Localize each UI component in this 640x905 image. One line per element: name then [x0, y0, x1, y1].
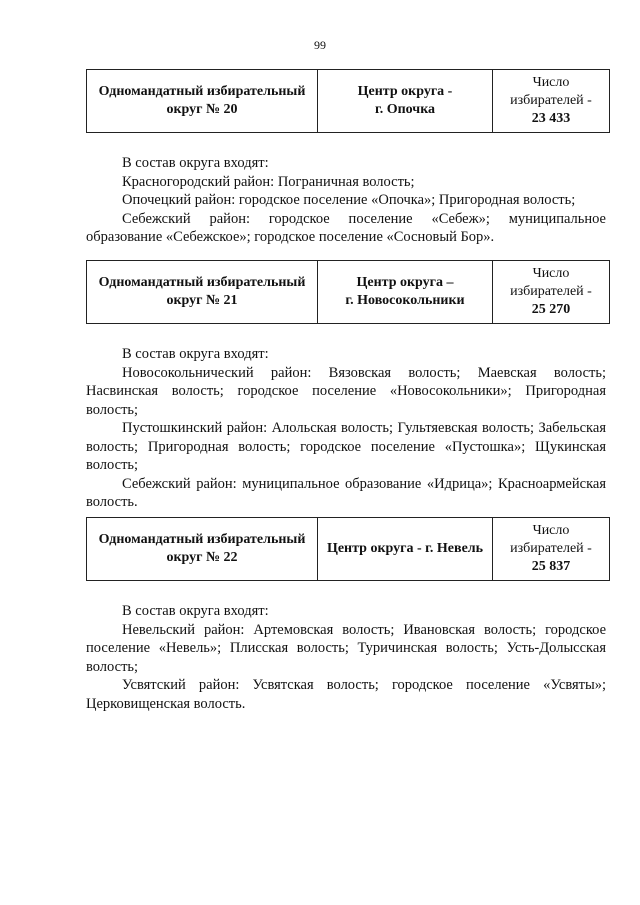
composition-paragraph: Пустошкинский район: Алольская волость; Гультяевская волость; Забельская волость; Пригородная волость; городское поселение «Пустошка»; Щукинская волость; — [86, 420, 606, 473]
district-center — [318, 70, 493, 133]
composition-paragraph: Себежский район: городское поселение «Себеж»; муниципальное образование «Себежское»; городское поселение «Сосновый Бор». — [86, 210, 606, 245]
composition-paragraph: Красногородский район: Пограничная волость; — [122, 173, 415, 190]
page-number: 99 — [314, 38, 326, 52]
voters-label-line1: Число — [532, 523, 570, 538]
voters-count: 23 433 — [531, 111, 571, 126]
district-center-line2: г. Опочка — [374, 102, 436, 117]
district-name — [87, 518, 318, 581]
district-composition-20 — [86, 154, 606, 247]
composition-paragraph: Новосокольнический район: Вязовская волость; Маевская волость; Насвинская волость; городское поселение «Новосокольники»; Пригородная волость; — [86, 364, 606, 418]
voter-count — [493, 518, 610, 581]
district-composition-22 — [86, 602, 606, 713]
voters-label-line2: избирателей - — [510, 93, 592, 108]
district-name-line2: округ № 20 — [166, 102, 238, 117]
district-name-line2: округ № 21 — [166, 293, 238, 308]
district-center-line2: г. Новосокольники — [345, 293, 465, 308]
voter-count — [493, 261, 610, 324]
district-center — [318, 261, 493, 324]
district-center-line1: Центр округа - г. Невель — [326, 541, 484, 556]
district-center — [318, 518, 493, 581]
district-name-line2: округ № 22 — [166, 550, 238, 565]
voter-count — [493, 70, 610, 133]
voters-label-line1: Число — [532, 266, 570, 281]
district-center-line1: Центр округа – — [356, 275, 454, 290]
voters-count: 25 270 — [531, 302, 571, 317]
district-name-line1: Одномандатный избирательный — [98, 532, 306, 547]
district-table-20 — [86, 69, 610, 133]
district-center-line1: Центр округа - — [357, 84, 453, 99]
composition-paragraph: Опочецкий район: городское поселение «Опочка»; Пригородная волость; — [122, 192, 576, 208]
composition-paragraph: Невельский район: Артемовская волость; Ивановская волость; городское поселение «Невель»; Плисская волость; Туричинская волость; Усть-Долысская волость; — [86, 621, 606, 675]
district-name — [87, 261, 318, 324]
district-table-22 — [86, 517, 610, 581]
composition-paragraph: Усвятский район: Усвятская волость; городское поселение «Усвяты»; Церковищенская волость. — [86, 677, 606, 712]
voters-label-line2: избирателей - — [510, 541, 592, 556]
district-name — [87, 70, 318, 133]
composition-paragraph: Себежский район: муниципальное образование «Идрица»; Красноармейская волость. — [86, 475, 606, 510]
voters-label-line2: избирателей - — [510, 284, 592, 299]
composition-intro: В состав округа входят: — [122, 155, 269, 171]
composition-intro: В состав округа входят: — [122, 603, 269, 619]
district-table-21 — [86, 260, 610, 324]
district-composition-21 — [86, 345, 606, 512]
composition-intro: В состав округа входят: — [122, 346, 269, 362]
district-name-line1: Одномандатный избирательный — [98, 84, 306, 99]
district-name-line1: Одномандатный избирательный — [98, 275, 306, 290]
voters-count: 25 837 — [531, 559, 571, 574]
voters-label-line1: Число — [532, 75, 570, 90]
